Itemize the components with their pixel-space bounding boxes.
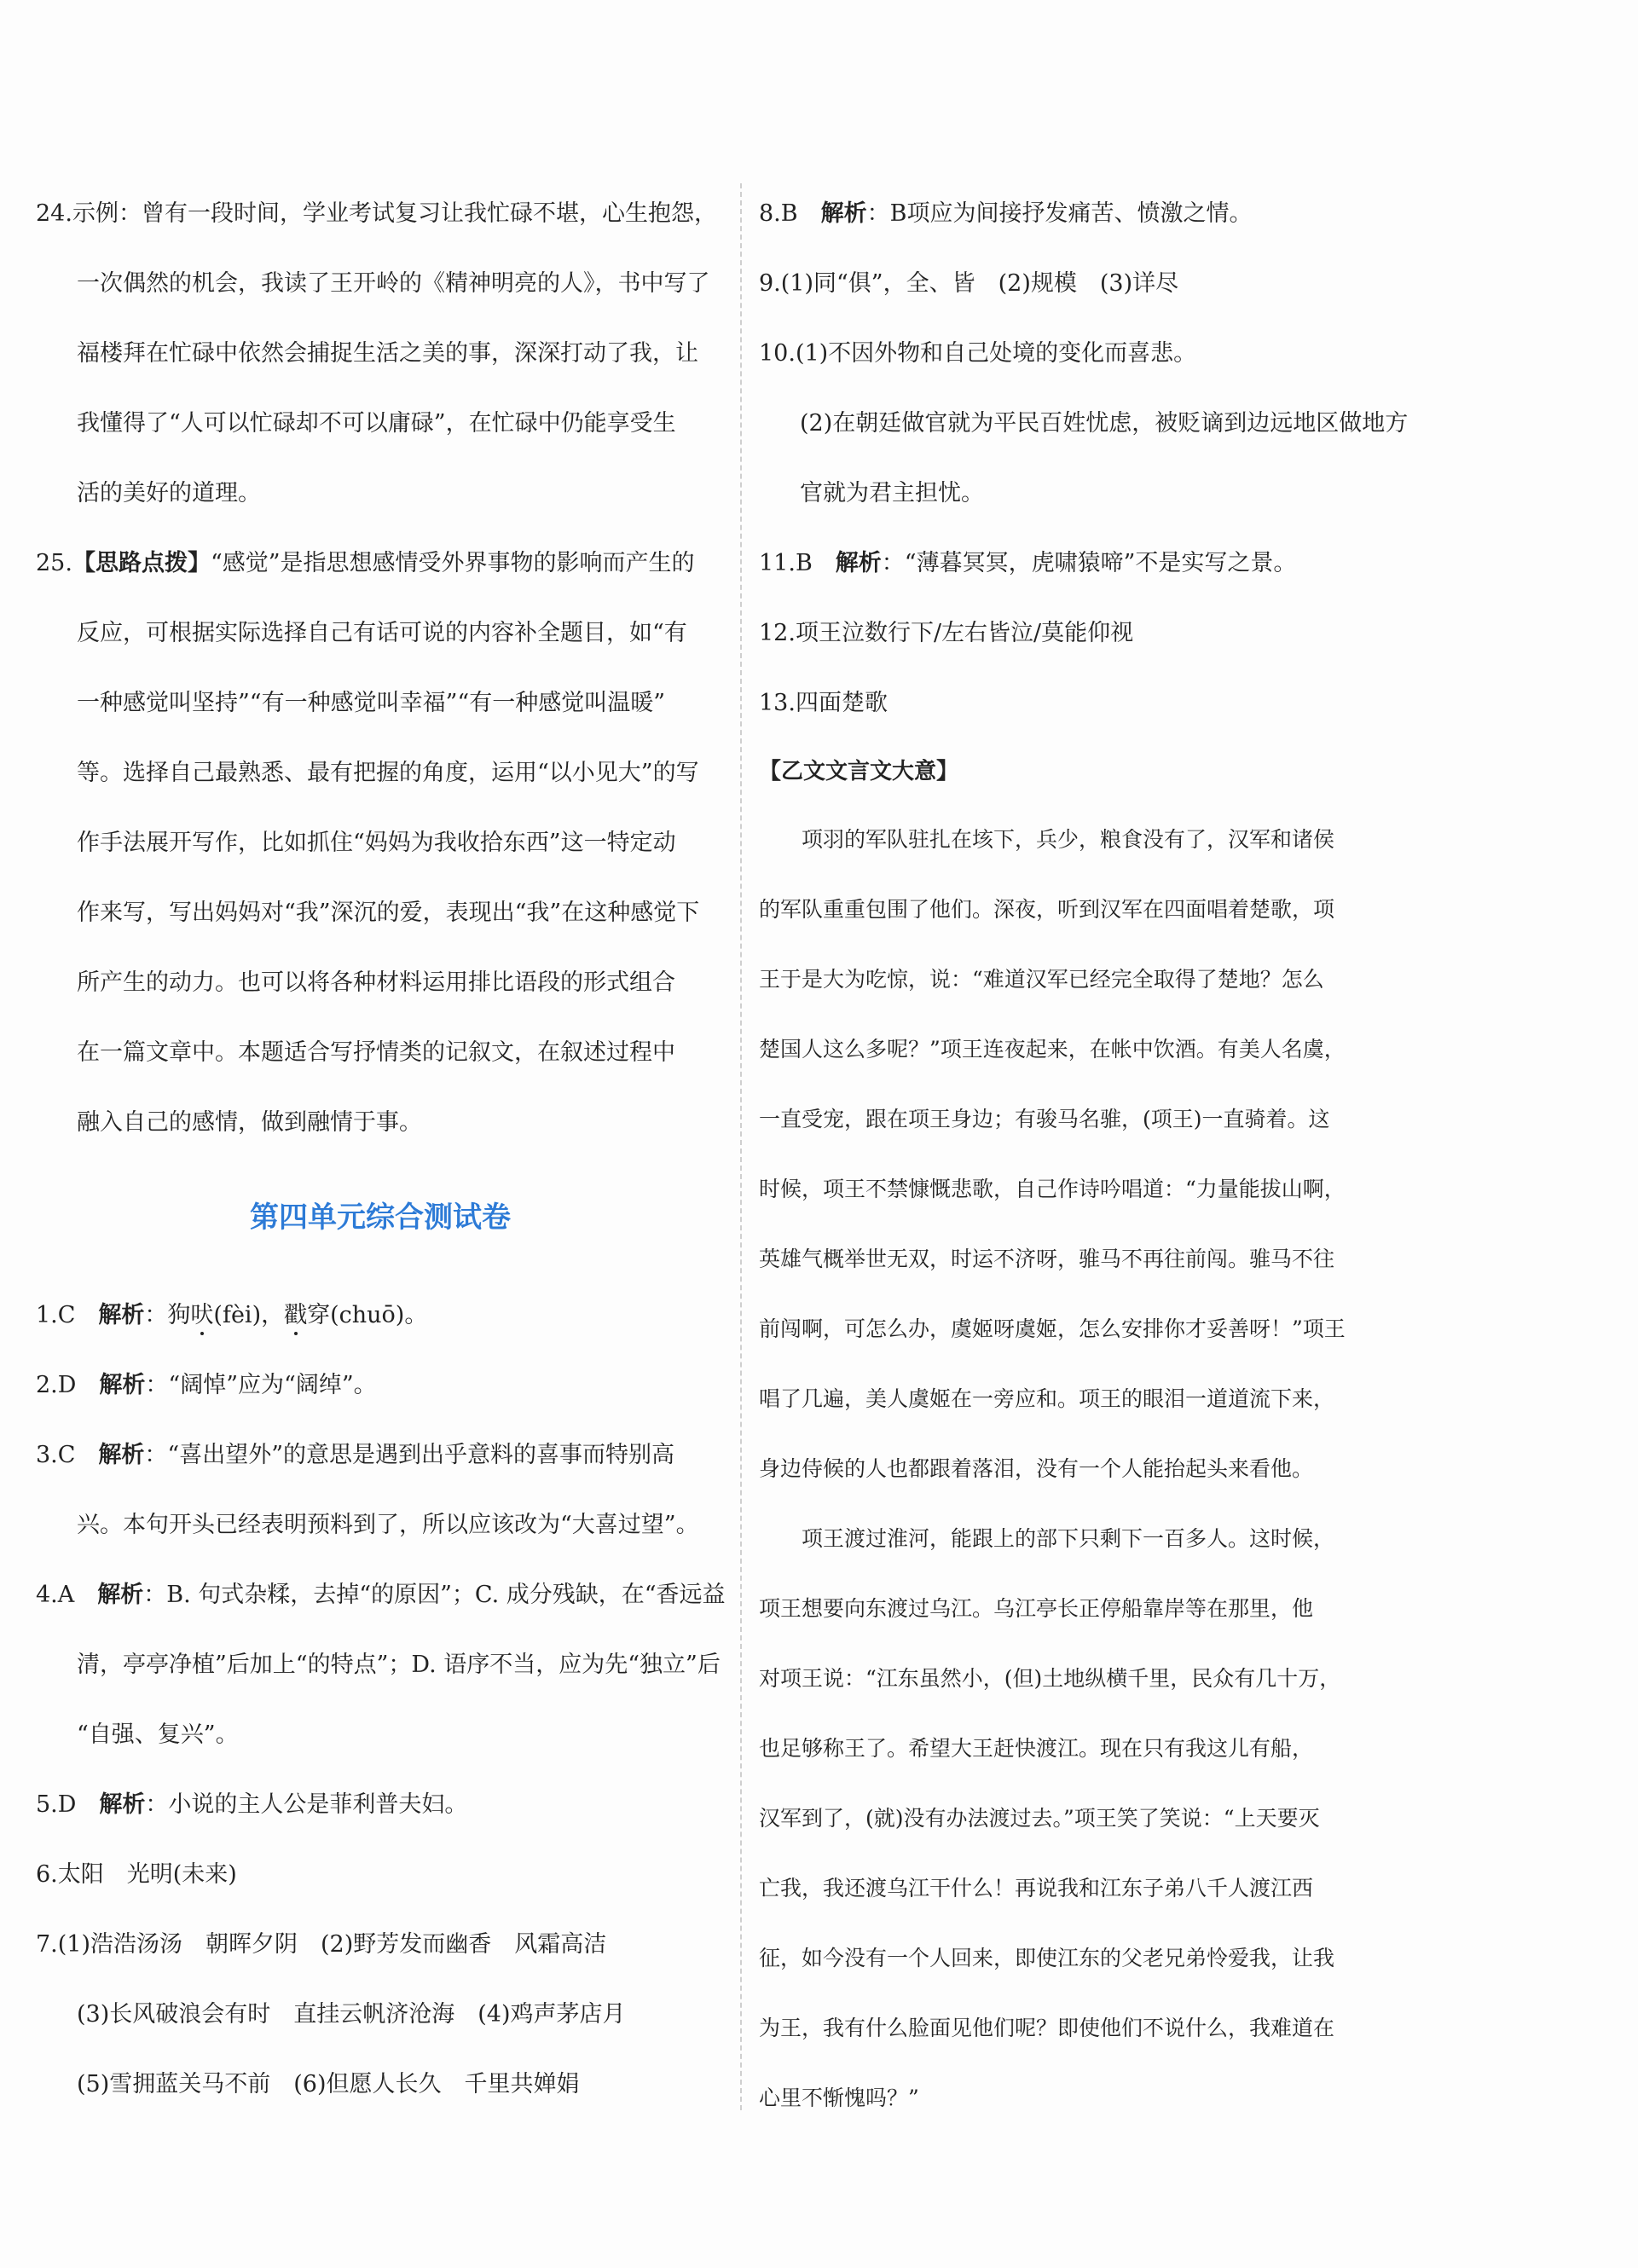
- column-divider: [740, 183, 742, 2110]
- answer-2: [36, 1351, 725, 1420]
- answer-2-head: 2.D: [36, 1372, 77, 1398]
- answer-5-head: 5.D: [36, 1791, 77, 1818]
- answer-4-head: 4.A: [36, 1582, 75, 1608]
- answer-10-line-2: (2)在朝廷做官就为平民百姓忧虑，被贬谪到边远地区做地方: [800, 410, 1409, 437]
- answer-11-head: 11.B: [759, 550, 813, 576]
- unit-title: 第四单元综合测试卷: [250, 1201, 511, 1235]
- para2-line-5: 汉军到了，(就)没有办法渡过去。”项王笑了笑说：“上天要灭: [759, 1806, 1320, 1831]
- q24-line-2: 一次偶然的机会，我读了王开岭的《精神明亮的人》，书中写了: [77, 270, 710, 297]
- para1-line-5: 一直受宠，跟在项王身边；有骏马名骓，(项王)一直骑着。这: [759, 1107, 1330, 1131]
- q25-line-2: 反应，可根据实际选择自己有话可说的内容补全题目，如“有: [77, 620, 687, 646]
- answer-6: 6.太阳 光明(未来): [36, 1861, 237, 1888]
- q25-line-3: 一种感觉叫坚持”“有一种感觉叫幸福”“有一种感觉叫温暖”: [77, 690, 666, 716]
- q25-line-6: 作来写，写出妈妈对“我”深沉的爱，表现出“我”在这种感觉下: [77, 900, 700, 926]
- answer-5-text: ：小说的主人公是菲利普夫妇。: [145, 1791, 468, 1818]
- answer-11-label: 解析: [835, 550, 882, 576]
- para1-line-1: 项羽的军队驻扎在垓下，兵少，粮食没有了，汉军和诸侯: [802, 827, 1335, 852]
- answer-8-text: ：B项应为间接抒发痛苦、愤激之情。: [866, 200, 1253, 227]
- q25-line-5: 作手法展开写作，比如抓住“妈妈为我收拾东西”这一特定动: [77, 830, 676, 856]
- answer-1: [36, 1281, 725, 1351]
- answer-1-char-1: 吠: [190, 1302, 214, 1328]
- answer-1-head: 1.C: [36, 1302, 76, 1328]
- q24-line-5: 活的美好的道理。: [77, 480, 261, 506]
- q25-line-1: [36, 529, 725, 599]
- q25-first-text: “感觉”是指思想感情受外界事物的影响而产生的: [210, 550, 695, 576]
- answer-3: [36, 1420, 725, 1490]
- answer-1-mid: (fèi)，: [213, 1302, 285, 1328]
- answer-10-line-1: 10.(1)不因外物和自己处境的变化而喜悲。: [759, 340, 1197, 367]
- answer-4: [36, 1560, 725, 1630]
- q25-line-4: 等。选择自己最熟悉、最有把握的角度，运用“以小见大”的写: [77, 760, 699, 786]
- answer-4-cont-2: “自强、复兴”。: [77, 1721, 239, 1748]
- right-column: [759, 179, 1454, 2133]
- answer-3-head: 3.C: [36, 1442, 76, 1468]
- answer-10-line-3: 官就为君主担忧。: [800, 480, 984, 506]
- answer-5-label: 解析: [99, 1791, 146, 1818]
- para2-line-2: 项王想要向东渡过乌江。乌江亭长正停船靠岸等在那里，他: [759, 1596, 1314, 1621]
- answer-8-head: 8.B: [759, 200, 798, 227]
- para1-line-8: 前闯啊，可怎么办，虞姬呀虞姬，怎么安排你才妥善呀！”项王: [759, 1316, 1346, 1341]
- para1-line-3: 王于是大为吃惊，说：“难道汉军已经完全取得了楚地？怎么: [759, 967, 1324, 992]
- q24-line-4: 我懂得了“人可以忙碌却不可以庸碌”，在忙碌中仍能享受生: [77, 410, 676, 437]
- q25-line-9: 融入自己的感情，做到融情于事。: [77, 1109, 422, 1136]
- para2-line-4: 也足够称王了。希望大王赶快渡江。现在只有我这儿有船，: [759, 1736, 1314, 1761]
- answer-4-text: ：B. 句式杂糅，去掉“的原因”；C. 成分残缺，在“香远益: [143, 1582, 726, 1608]
- answer-1-label: 解析: [98, 1302, 145, 1328]
- para2-line-8: 为王，我有什么脸面见他们呢？即使他们不说什么，我难道在: [759, 2016, 1335, 2040]
- answer-4-label: 解析: [97, 1582, 144, 1608]
- para2-line-9: 心里不惭愧吗？”: [759, 2086, 919, 2110]
- answer-2-label: 解析: [99, 1372, 146, 1398]
- answer-3-text: ：“喜出望外”的意思是遇到出乎意料的喜事而特别高: [144, 1442, 675, 1468]
- answer-3-label: 解析: [98, 1442, 145, 1468]
- answer-1-pre: ：狗: [144, 1302, 191, 1328]
- para1-line-2: 的军队重重包围了他们。深夜，听到汉军在四面唱着楚歌，项: [759, 897, 1335, 922]
- translation-section-title: 【乙文文言文大意】: [759, 759, 959, 784]
- para1-line-9: 唱了几遍，美人虞姬在一旁应和。项王的眼泪一道道流下来，: [759, 1386, 1335, 1411]
- answer-13: 13.四面楚歌: [759, 690, 888, 716]
- answer-1-post: 穿(chuō)。: [307, 1302, 428, 1328]
- answer-3-cont: 兴。本句开头已经表明预料到了，所以应该改为“大喜过望”。: [77, 1512, 699, 1538]
- answer-5: [36, 1770, 725, 1840]
- answer-4-cont-1: 清，亭亭净植”后加上“的特点”；D. 语序不当，应为先“独立”后: [77, 1652, 721, 1678]
- answer-2-text: ：“阔悼”应为“阔绰”。: [145, 1372, 377, 1398]
- answer-8-label: 解析: [820, 200, 867, 227]
- answer-9: 9.(1)同“俱”，全、皆 (2)规模 (3)详尽: [759, 270, 1179, 297]
- answer-7-line-3: (5)雪拥蓝关马不前 (6)但愿人长久 千里共婵娟: [77, 2071, 580, 2097]
- q24-line-3: 福楼拜在忙碌中依然会捕捉生活之美的事，深深打动了我，让: [77, 340, 698, 367]
- para2-line-3: 对项王说：“江东虽然小，(但)土地纵横千里，民众有几十万，: [759, 1666, 1341, 1691]
- q25-number: 25.: [36, 550, 72, 576]
- answer-11-text: ：“薄暮冥冥，虎啸猿啼”不是实写之景。: [881, 550, 1297, 576]
- para2-line-6: 亡我，我还渡乌江干什么！再说我和江东子弟八千人渡江西: [759, 1876, 1314, 1901]
- q25-line-8: 在一篇文章中。本题适合写抒情类的记叙文，在叙述过程中: [77, 1039, 675, 1066]
- para2-line-7: 征，如今没有一个人回来，即使江东的父老兄弟怜爱我，让我: [759, 1946, 1335, 1970]
- q25-line-7: 所产生的动力。也可以将各种材料运用排比语段的形式组合: [77, 969, 675, 996]
- q24-line-1: 24.示例：曾有一段时间，学业考试复习让我忙碌不堪，心生抱怨，: [36, 200, 717, 227]
- answer-8: [759, 179, 1454, 249]
- para1-line-10: 身边侍候的人也都跟着落泪，没有一个人能抬起头来看他。: [759, 1456, 1314, 1481]
- left-column: [36, 179, 725, 2120]
- para1-line-4: 楚国人这么多呢？”项王连夜起来，在帐中饮酒。有美人名虞，: [759, 1037, 1346, 1062]
- answer-12: 12.项王泣数行下/左右皆泣/莫能仰视: [759, 620, 1134, 646]
- para1-line-6: 时候，项王不禁慷慨悲歌，自己作诗吟唱道：“力量能拔山啊，: [759, 1177, 1346, 1201]
- para1-line-7: 英雄气概举世无双，时运不济呀，骓马不再往前闯。骓马不往: [759, 1247, 1335, 1271]
- answer-1-char-2: 戳: [284, 1302, 308, 1328]
- answer-7-line-1: 7.(1)浩浩汤汤 朝晖夕阴 (2)野芳发而幽香 风霜高洁: [36, 1931, 607, 1958]
- answer-7-line-2: (3)长风破浪会有时 直挂云帆济沧海 (4)鸡声茅店月: [77, 2001, 626, 2028]
- para2-line-1: 项王渡过淮河，能跟上的部下只剩下一百多人。这时候，: [802, 1526, 1335, 1551]
- answer-11: [759, 529, 1454, 599]
- q25-label: 【思路点拨】: [72, 550, 211, 576]
